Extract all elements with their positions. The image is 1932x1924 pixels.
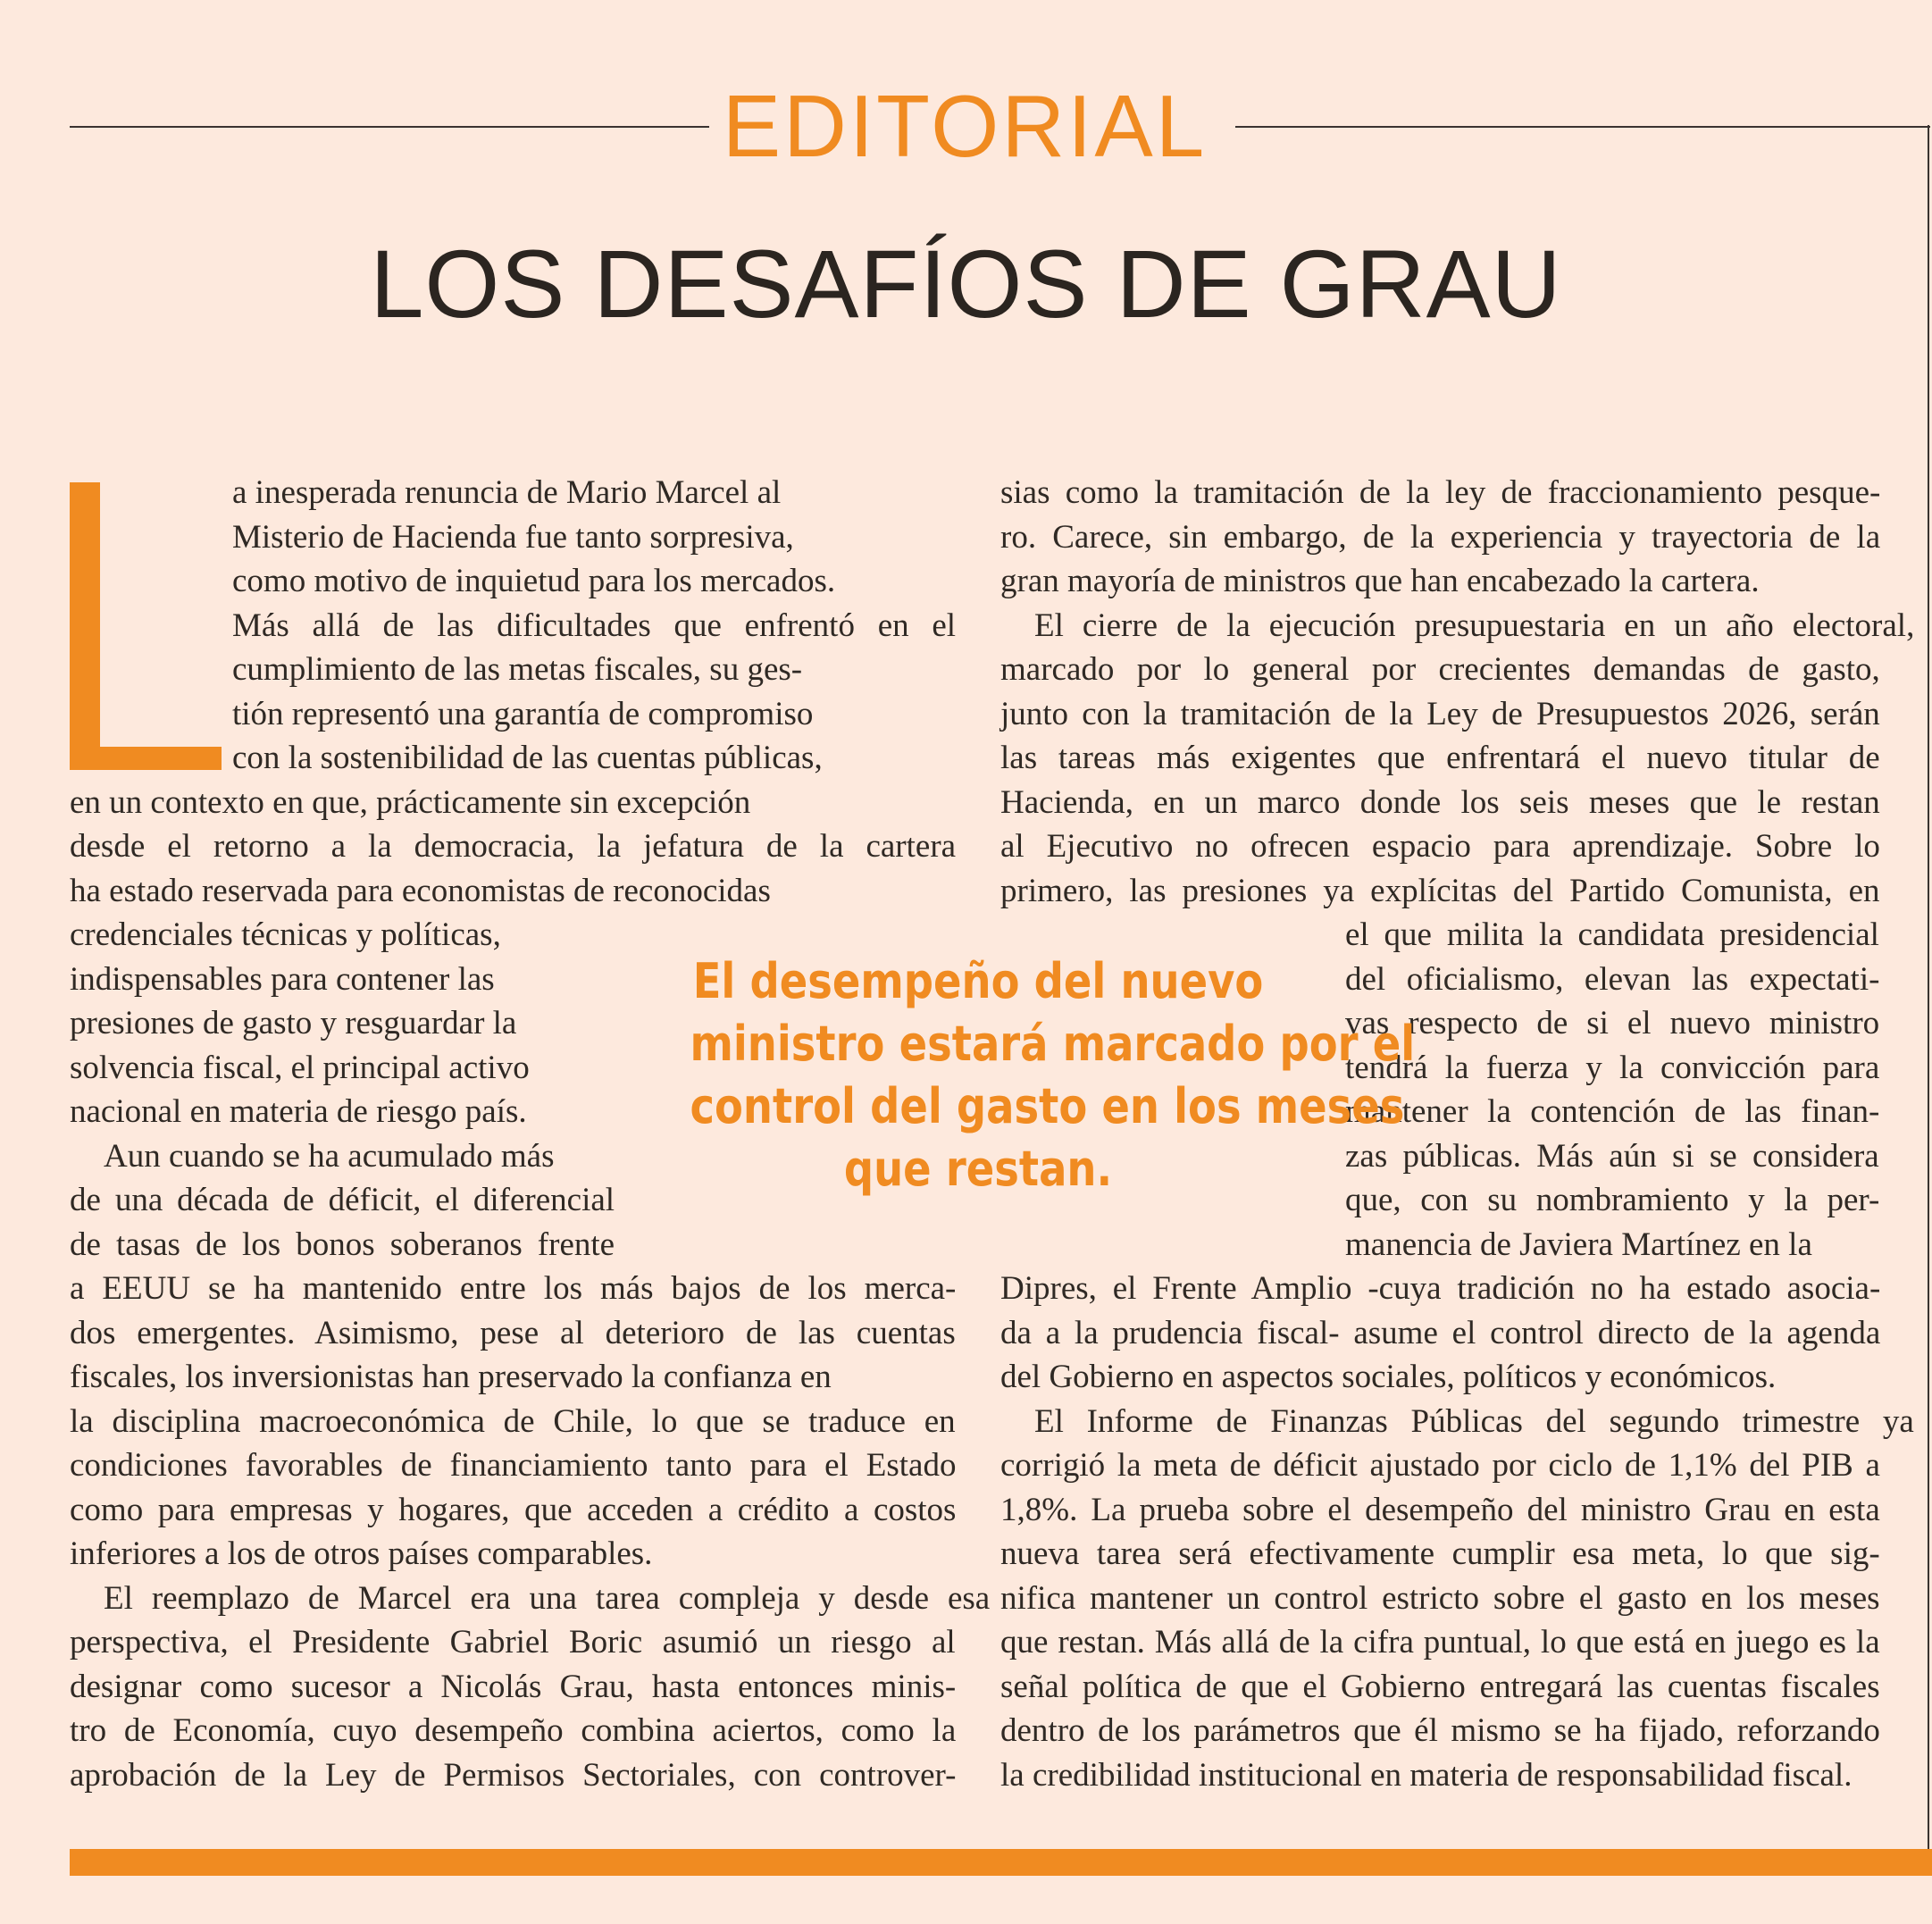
text-line: cumplimiento de las metas fiscales, su ges- bbox=[232, 651, 803, 688]
text-line: como motivo de inquietud para los mercados. bbox=[232, 563, 836, 599]
pull-quote-line: que restan. bbox=[843, 1141, 1113, 1197]
text-line: la disciplina macroeconómica de Chile, lo que se traduce en bbox=[70, 1402, 956, 1440]
text-line: de tasas de los bonos soberanos frente bbox=[70, 1226, 615, 1263]
text-line: corrigió la meta de déficit ajustado por ciclo de 1,1% del PIB a bbox=[1000, 1447, 1880, 1484]
text-line: primero, las presiones ya explícitas del Partido Comunista, en bbox=[1000, 872, 1880, 909]
text-line: condiciones favorables de financiamiento tanto para el Estado bbox=[70, 1447, 957, 1484]
text-line: credenciales técnicas y políticas, bbox=[70, 916, 501, 953]
text-line: Más allá de las dificultades que enfrentó en el bbox=[232, 606, 957, 644]
text-line: solvencia fiscal, el principal activo bbox=[70, 1049, 530, 1086]
text-line: ro. Carece, sin embargo, de la experiencia y trayectoria de la bbox=[1000, 518, 1881, 556]
text-line: gran mayoría de ministros que han encabezado la cartera. bbox=[1000, 563, 1760, 599]
text-line: aprobación de la Ley de Permisos Sectoriales, con controver- bbox=[70, 1756, 957, 1794]
text-line: en un contexto en que, prácticamente sin excepción bbox=[70, 783, 751, 821]
text-line: señal política de que el Gobierno entregará las cuentas fiscales bbox=[1000, 1668, 1880, 1705]
text-line: con la sostenibilidad de las cuentas públicas, bbox=[232, 740, 823, 776]
text-line: que, con su nombramiento y la per- bbox=[1345, 1182, 1880, 1218]
text-line: de una década de déficit, el diferencial bbox=[70, 1182, 615, 1218]
pull-quote-line: ministro estará marcado por el bbox=[690, 1016, 1416, 1072]
text-line: la credibilidad institucional en materia de responsabilidad fiscal. bbox=[1000, 1756, 1853, 1794]
text-line: que restan. Más allá de la cifra puntual, lo que está en juego es la bbox=[1000, 1624, 1880, 1660]
text-line: designar como sucesor a Nicolás Grau, hasta entonces minis- bbox=[70, 1668, 957, 1705]
text-line: del Gobierno en aspectos sociales, políticos y económicos. bbox=[1000, 1359, 1777, 1395]
text-line: desde el retorno a la democracia, la jefatura de la cartera bbox=[70, 828, 957, 865]
text-line: zas públicas. Más aún si se considera bbox=[1345, 1137, 1879, 1175]
text-line: mantener la contención de las finan- bbox=[1345, 1093, 1880, 1130]
text-line: dos emergentes. Asimismo, pese al deterioro de las cuentas bbox=[70, 1314, 956, 1351]
text-line: tendrá la fuerza y la convicción para bbox=[1345, 1049, 1880, 1086]
text-line: Hacienda, en un marco donde los seis meses que le restan bbox=[1000, 783, 1880, 821]
text-line: del oficialismo, elevan las expectati- bbox=[1345, 960, 1880, 998]
text-line: ha estado reservada para economistas de reconocidas bbox=[70, 872, 771, 909]
pull-quote-line: El desempeño del nuevo bbox=[692, 953, 1264, 1009]
text-line: presiones de gasto y resguardar la bbox=[70, 1005, 517, 1041]
section-label: EDITORIAL bbox=[722, 77, 1208, 175]
text-line: tro de Economía, cuyo desempeño combina aciertos, como la bbox=[70, 1712, 957, 1749]
text-line: nifica mantener un control estricto sobre el gasto en los meses bbox=[1000, 1579, 1880, 1617]
text-line: sias como la tramitación de la ley de fraccionamiento pesque- bbox=[1000, 474, 1881, 511]
text-line: a EEUU se ha mantenido entre los más bajos de los merca- bbox=[70, 1270, 957, 1307]
text-line: nueva tarea será efectivamente cumplir esa meta, lo que sig- bbox=[1000, 1535, 1880, 1572]
text-line: como para empresas y hogares, que acceden a crédito a costos bbox=[70, 1491, 957, 1528]
bottom-accent-bar bbox=[70, 1849, 1932, 1876]
right-border-rule bbox=[1928, 125, 1929, 1849]
text-line: tión representó una garantía de compromiso bbox=[232, 695, 814, 732]
text-line: vas respecto de si el nuevo ministro bbox=[1345, 1005, 1880, 1041]
text-line: 1,8%. La prueba sobre el desempeño del ministro Grau en esta bbox=[1000, 1491, 1880, 1528]
headline: LOS DESAFÍOS DE GRAU bbox=[370, 230, 1562, 338]
text-line: da a la prudencia fiscal- asume el control directo de la agenda bbox=[1000, 1314, 1881, 1351]
text-line: junto con la tramitación de la Ley de Presupuestos 2026, serán bbox=[1000, 695, 1880, 732]
text-line: El cierre de la ejecución presupuestaria en un año electoral, bbox=[1034, 606, 1915, 644]
pull-quote bbox=[690, 950, 1416, 1200]
text-line: el que milita la candidata presidencial bbox=[1345, 916, 1879, 953]
text-line: nacional en materia de riesgo país. bbox=[70, 1093, 527, 1130]
text-line: manencia de Javiera Martínez en la bbox=[1345, 1226, 1812, 1263]
header-rule-left bbox=[70, 126, 709, 128]
text-line: El reemplazo de Marcel era una tarea compleja y desde esa bbox=[104, 1579, 991, 1617]
text-line: dentro de los parámetros que él mismo se ha fijado, reforzando bbox=[1000, 1712, 1880, 1749]
header-rule-right bbox=[1235, 126, 1930, 128]
text-line: Misterio de Hacienda fue tanto sorpresiva, bbox=[232, 518, 794, 556]
text-line: Aun cuando se ha acumulado más bbox=[104, 1137, 555, 1175]
text-line: a inesperada renuncia de Mario Marcel al bbox=[232, 474, 782, 511]
text-line: al Ejecutivo no ofrecen espacio para aprendizaje. Sobre lo bbox=[1000, 828, 1880, 865]
text-line: Dipres, el Frente Amplio -cuya tradición no ha estado asocia- bbox=[1000, 1270, 1881, 1307]
text-line: marcado por lo general por crecientes demandas de gasto, bbox=[1000, 651, 1880, 688]
text-line: indispensables para contener las bbox=[70, 960, 495, 998]
text-line: El Informe de Finanzas Públicas del segundo trimestre ya bbox=[1034, 1402, 1914, 1440]
text-line: inferiores a los de otros países comparables. bbox=[70, 1535, 653, 1572]
pull-quote-line: control del gasto en los meses bbox=[690, 1078, 1405, 1134]
text-line: fiscales, los inversionistas han preservado la confianza en bbox=[70, 1359, 832, 1395]
text-line: perspectiva, el Presidente Gabriel Boric asumió un riesgo al bbox=[70, 1624, 956, 1660]
text-line: las tareas más exigentes que enfrentará el nuevo titular de bbox=[1000, 740, 1880, 776]
drop-cap bbox=[70, 482, 222, 770]
